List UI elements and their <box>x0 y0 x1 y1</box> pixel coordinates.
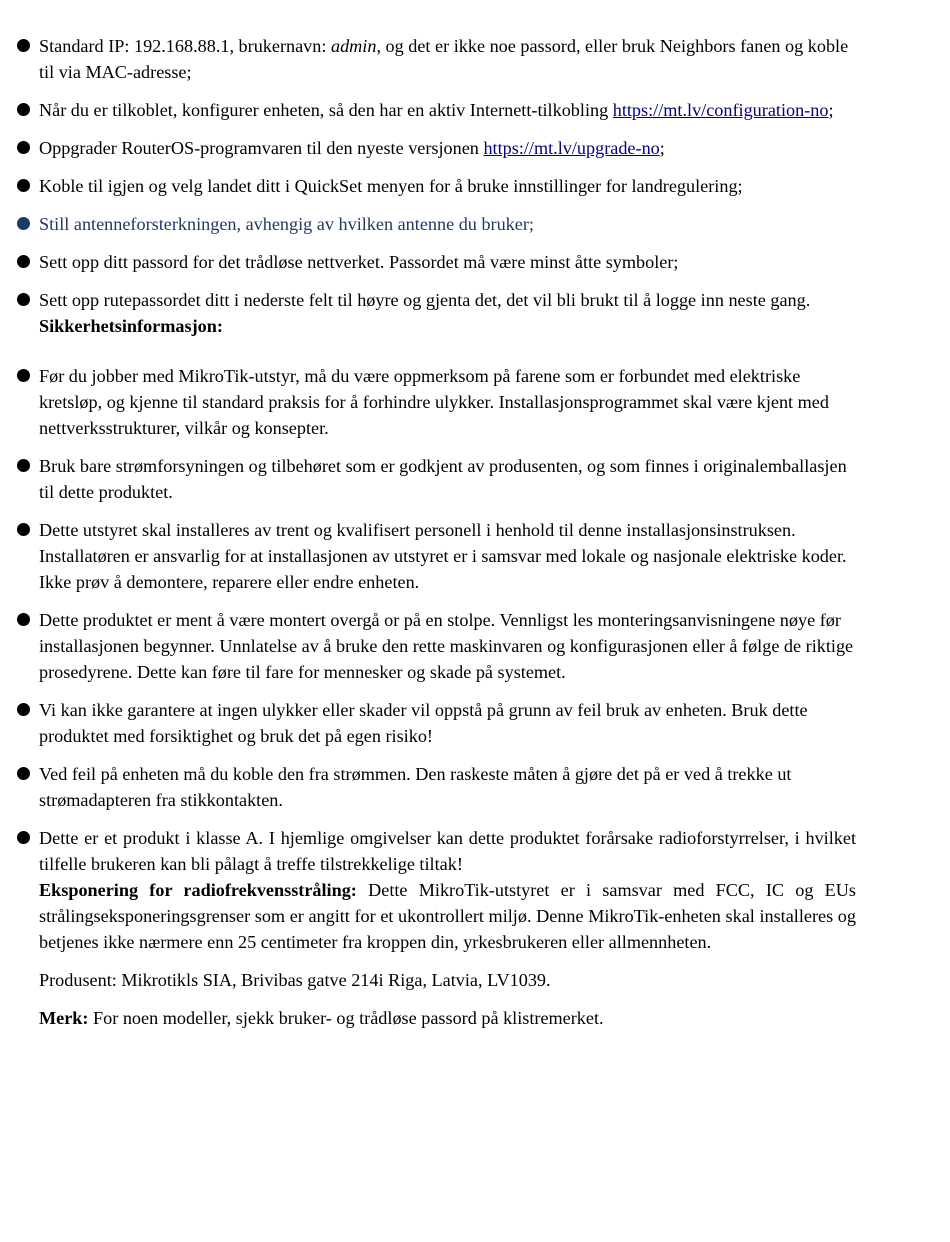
safety-item-hazards <box>0 363 856 441</box>
setup-step-configure <box>0 97 856 123</box>
bullet-icon <box>17 255 30 268</box>
safety-item-liability <box>0 697 856 749</box>
safety-item-text: Dette utstyret skal installeres av trent og kvalifisert personell i henhold til denne installasjonsinstruksen. Installatøren er ansvarlig for at installasjonen av utstyret er i samsvar med lokale og nasjonale elektriske koder. Ikke prøv å demontere, reparere eller endre enheten. <box>39 520 847 592</box>
upgrade-link[interactable]: https://mt.lv/upgrade-no <box>483 138 660 158</box>
bullet-icon <box>17 217 30 230</box>
setup-step-text: Sett opp rutepassordet ditt i nederste felt til høyre og gjenta det, det vil bli brukt til å logge inn neste gang. <box>39 290 811 310</box>
setup-step-text: Sett opp ditt passord for det trådløse nettverket. Passordet må være minst åtte symboler; <box>39 252 679 272</box>
safety-item-text: Før du jobber med MikroTik-utstyr, må du være oppmerksom på farene som er forbundet med elektriske kretsløp, og kjenne til standard praksis for å forhindre ulykker. Installasjonsprogrammet skal være kjent med nettverksstrukturer, vilkår og konsepter. <box>39 366 829 438</box>
bullet-icon <box>17 293 30 306</box>
rf-exposure-text: Dette MikroTik-utstyret er i samsvar med FCC, IC og EUs strålingseksponeringsgrenser som er angitt for et ukontrollert miljø. Denne MikroTik-enheten skal installeres og betjenes ikke nærmere enn 25 centimeter fra kroppen din, yrkesbrukeren eller allmennheten. <box>39 880 857 952</box>
safety-item-text: Dette produktet er ment å være montert overgå or på en stolpe. Vennligst les monteringsanvisningene nøye før installasjonen begynner. Unnlatelse av å bruke den rette maskinvaren og konfigurasjonen eller å følge de riktige prosedyrene. Dette kan føre til fare for mennesker og skade på systemet. <box>39 610 854 682</box>
safety-item-text: Ved feil på enheten må du koble den fra strømmen. Den raskeste måten å gjøre det på er ved å trekke ut strømadapteren fra stikkontakten. <box>39 764 792 810</box>
setup-step-upgrade <box>0 135 856 161</box>
bullet-icon <box>17 141 30 154</box>
setup-step-text: Koble til igjen og velg landet ditt i QuickSet menyen for å bruke innstillinger for landregulering; <box>39 176 743 196</box>
setup-step-text: , og det er ikke noe passord, eller bruk Neighbors fanen og koble til via MAC-adresse; <box>39 36 849 82</box>
manufacturer-info: Produsent: Mikrotikls SIA, Brivibas gatve 214i Riga, Latvia, LV1039. <box>39 970 551 990</box>
bullet-icon <box>17 103 30 116</box>
safety-item-disconnect <box>0 761 856 813</box>
safety-heading: Sikkerhetsinformasjon: <box>39 316 223 336</box>
setup-step-text: Oppgrader RouterOS-programvaren til den nyeste versjonen <box>39 138 484 158</box>
setup-step-text: Still antenneforsterkningen, avhengig av hvilken antenne du bruker; <box>39 214 534 234</box>
setup-step-text: ; <box>659 138 665 158</box>
configuration-link[interactable]: https://mt.lv/configuration-no <box>612 100 829 120</box>
bullet-icon <box>17 703 30 716</box>
bullet-icon <box>17 523 30 536</box>
bullet-icon <box>17 369 30 382</box>
setup-step-default-ip <box>0 33 856 85</box>
setup-step-text: ; <box>828 100 834 120</box>
note <box>0 1005 856 1031</box>
safety-item-text: Bruk bare strømforsyningen og tilbehøret som er godkjent av produsenten, og som finnes i originalemballasjen til dette produktet. <box>39 456 847 502</box>
bullet-icon <box>17 39 30 52</box>
safety-item-class-a <box>0 825 856 955</box>
setup-step-text: Standard IP: 192.168.88.1, brukernavn: <box>39 36 331 56</box>
safety-item-installation <box>0 517 856 595</box>
bullet-icon <box>17 179 30 192</box>
rf-exposure-label: Eksponering for radiofrekvensstråling: <box>39 880 357 900</box>
document-page <box>0 33 950 1043</box>
setup-step-wireless-password <box>0 249 856 275</box>
safety-item-power-supply <box>0 453 856 505</box>
setup-step-antenna-gain <box>0 211 856 237</box>
setup-step-router-password <box>0 287 856 339</box>
bullet-icon <box>17 831 30 844</box>
safety-item-text: Dette er et produkt i klasse A. I hjemlige omgivelser kan dette produktet forårsake radioforstyrrelser, i hvilket tilfelle brukeren kan bli pålagt å treffe tilstrekkelige tiltak! <box>39 828 856 874</box>
note-text: For noen modeller, sjekk bruker- og trådløse passord på klistremerket. <box>88 1008 604 1028</box>
bullet-icon <box>17 613 30 626</box>
bullet-icon <box>17 459 30 472</box>
safety-item-text: Vi kan ikke garantere at ingen ulykker eller skader vil oppstå på grunn av feil bruk av enheten. Bruk dette produktet med forsiktighet og bruk det på egen risiko! <box>39 700 808 746</box>
username-value: admin <box>330 36 377 56</box>
safety-item-mounting <box>0 607 856 685</box>
setup-step-text: Når du er tilkoblet, konfigurer enheten, så den har en aktiv Internett-tilkobling <box>39 100 613 120</box>
note-label: Merk: <box>39 1008 89 1028</box>
setup-step-country <box>0 173 856 199</box>
bullet-icon <box>17 767 30 780</box>
